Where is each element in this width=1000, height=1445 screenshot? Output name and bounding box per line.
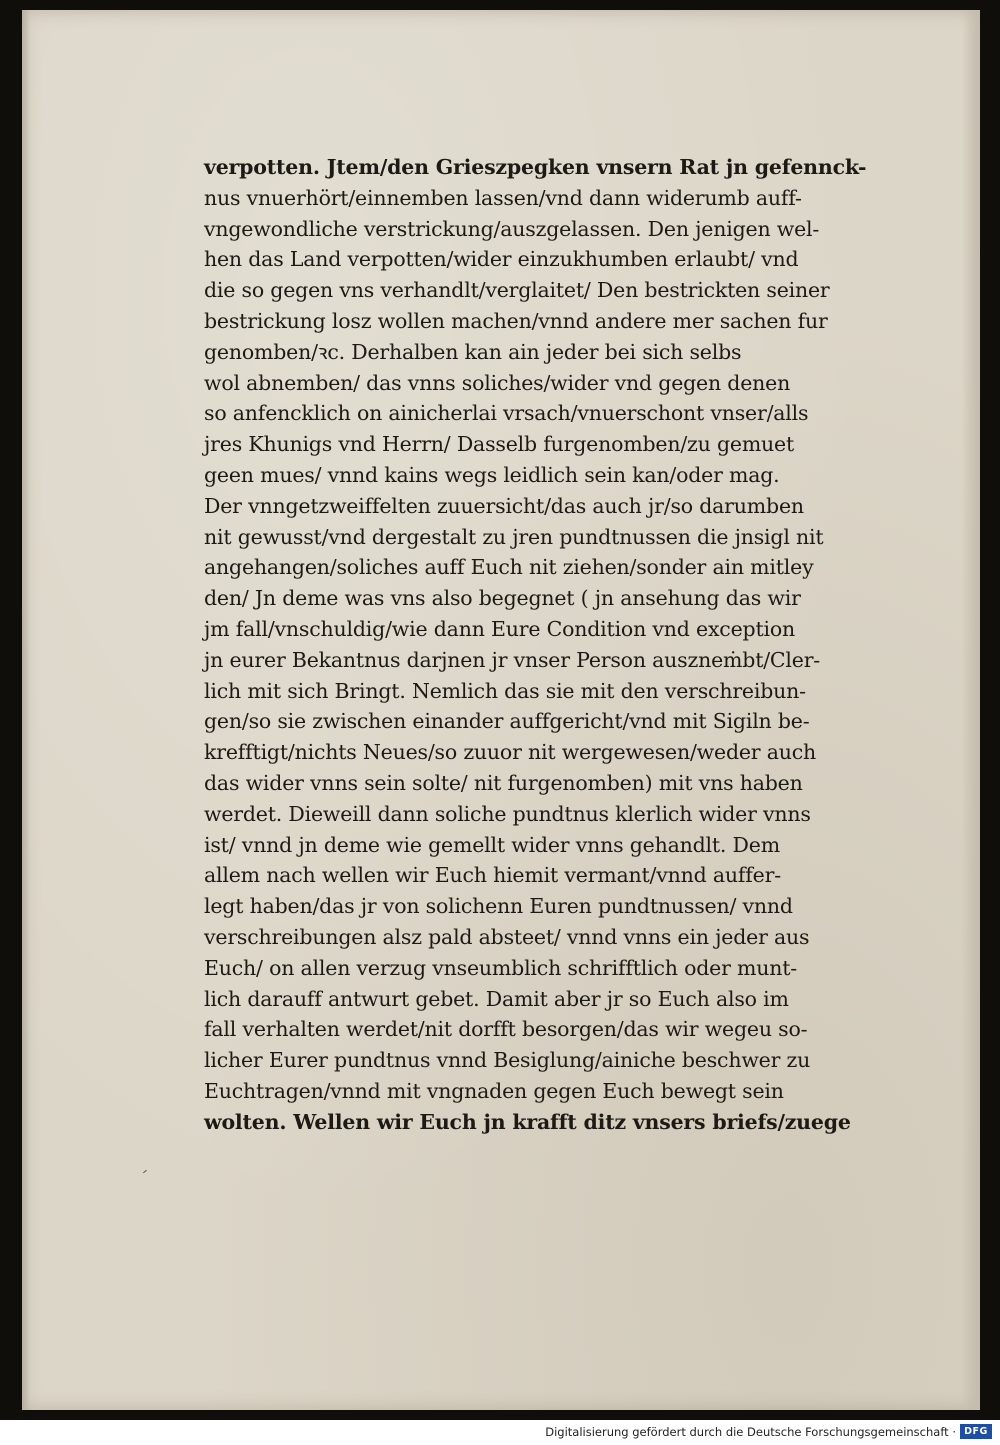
text-line: licher Eurer pundtnus vnnd Besiglung/ainiche beschwer zu <box>204 1048 811 1073</box>
text-line: vngewondliche verstrickung/auszgelassen. Den jenigen wel- <box>204 216 820 241</box>
text-line: den/ Jn deme was vns also begegnet ( jn ansehung das wir <box>204 586 801 611</box>
text-line: ist/ vnnd jn deme wie gemellt wider vnns gehandlt. Dem <box>204 832 780 857</box>
text-line: verpotten. Jtem/den Grieszpegken vnsern Rat jn gefennck- <box>204 155 867 179</box>
text-line: lich mit sich Bringt. Nemlich das sie mit den verschreibun- <box>204 678 806 703</box>
text-line: nus vnuerhört/einnemben lassen/vnd dann widerumb auff- <box>204 185 802 210</box>
text-line: krefftigt/nichts Neues/so zuuor nit wergewesen/weder auch <box>204 740 817 765</box>
text-line: Euchtragen/vnnd mit vngnaden gegen Euch bewegt sein <box>204 1078 784 1103</box>
text-line: angehangen/soliches auff Euch nit ziehen/sonder ain mitley <box>204 555 814 580</box>
funding-credit: Digitalisierung gefördert durch die Deutsche Forschungsgemeinschaft · <box>545 1425 956 1439</box>
page-edge-right <box>962 10 980 1410</box>
text-line: Der vnngetzweiffelten zuuersicht/das auch jr/so darumben <box>204 493 804 518</box>
text-line: werdet. Dieweill dann soliche pundtnus klerlich wider vnns <box>204 801 811 826</box>
text-line: bestrickung losz wollen machen/vnnd andere mer sachen fur <box>204 308 828 333</box>
dfg-logo: DFG <box>960 1424 992 1439</box>
text-line: wol abnemben/ das vnns soliches/wider vnd gegen denen <box>204 370 791 395</box>
margin-pen-mark: ˊ <box>135 1167 150 1190</box>
text-line: Euch/ on allen verzug vnseumblich schrifftlich oder munt- <box>204 955 797 980</box>
page-edge-left <box>22 10 30 1410</box>
text-line: nit gewusst/vnd dergestalt zu jren pundtnussen die jnsigl nit <box>204 524 824 549</box>
body-text-block <box>204 152 904 1138</box>
text-line: die so gegen vns verhandlt/verglaitet/ Den bestrickten seiner <box>204 278 830 303</box>
text-line: jres Khunigs vnd Herrn/ Dasselb furgenomben/zu gemuet <box>204 432 795 457</box>
text-line: so anfencklich on ainicherlai vrsach/vnuerschont vnser/alls <box>204 401 809 426</box>
text-line: jm fall/vnschuldig/wie dann Eure Condition vnd exception <box>204 616 795 641</box>
text-line: verschreibungen alsz pald absteet/ vnnd vnns ein jeder aus <box>204 924 810 949</box>
footer-bar <box>0 1420 1000 1445</box>
text-line: allem nach wellen wir Euch hiemit vermant/vnnd auffer- <box>204 863 781 888</box>
text-line: genomben/ꝛc. Derhalben kan ain jeder bei sich selbs <box>204 339 742 364</box>
text-line: wolten. Wellen wir Euch jn krafft ditz vnsers briefs/zuege <box>204 1109 851 1134</box>
text-line: fall verhalten werdet/nit dorfft besorgen/das wir wegeu so- <box>204 1017 808 1042</box>
text-line: lich darauff antwurt gebet. Damit aber jr so Euch also im <box>204 986 789 1011</box>
text-line: das wider vnns sein solte/ nit furgenomben) mit vns haben <box>204 770 803 795</box>
text-line: jn eurer Bekantnus darjnen jr vnser Person auszneṁbt/Cler- <box>204 647 821 672</box>
text-line: geen mues/ vnnd kains wegs leidlich sein kan/oder mag. <box>204 462 780 487</box>
text-line: gen/so sie zwischen einander auffgericht/vnd mit Sigiln be- <box>204 709 810 734</box>
text-line: legt haben/das jr von solichenn Euren pundtnussen/ vnnd <box>204 894 793 919</box>
text-line: hen das Land verpotten/wider einzukhumben erlaubt/ vnd <box>204 247 799 272</box>
